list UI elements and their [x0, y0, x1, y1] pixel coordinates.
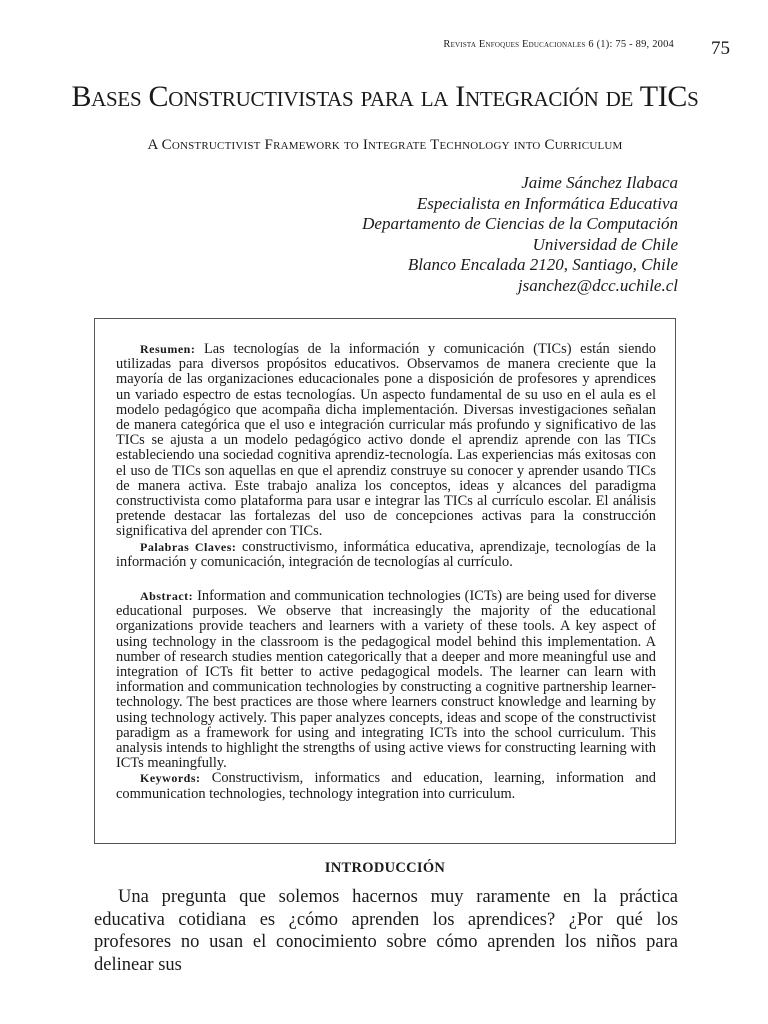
resumen-paragraph	[116, 342, 656, 540]
author-address: Blanco Encalada 2120, Santiago, Chile	[407, 255, 678, 274]
body-paragraph: Una pregunta que solemos hacernos muy raramente en la práctica educativa cotidiana es ¿cómo aprenden los aprendices? ¿Por qué los profesores no usan el conocimiento sobre cómo aprenden los niños para delinear sus	[94, 887, 678, 975]
article-subtitle: A Constructivist Framework to Integrate Technology into Curriculum	[147, 137, 623, 153]
abstract-paragraph	[116, 589, 656, 771]
abstract-content	[116, 342, 656, 802]
resumen-text: Las tecnologías de la información y comunicación (TICs) están siendo utilizadas para diversos propósitos educativos. Observamos de manera creciente que la mayoría de las organizaciones educacionales pone a disposición de profesores y aprendices un variado espectro de estas tecnologías. Un aspecto fundamental de su uso en el aula es el modelo pedagógico que acompaña dicha implementación. Diversas investigaciones señalan de manera categórica que el uso e integración curricular más profundo y significativo de las TICs se ajusta a un modelo pedagógico activo donde el aprendiz aprende con las TICs estableciendo una sociedad cognitiva aprendiz-tecnología. Las experiencias más exitosas con el uso de TICs son aquellas en que el aprendiz construye su conocer y aprender usando TICs de manera activa. Este trabajo analiza los conceptos, ideas y alcances del paradigma constructivista como plataforma para usar e integrar las TICs al currículo escolar. El análisis pretende destacar las fortalezas del uso de concepciones activas para la construcción significativa del aprender con TICs.	[116, 341, 656, 540]
abstract-label: Abstract:	[140, 589, 194, 604]
abstract-text: Information and communication technologies (ICTs) are being used for diverse educational purposes. We observe that increasingly the majority of the educational organizations provide teachers and learners with a variety of these tools. A key aspect of using technology in the classroom is the pedagogical model behind this implementation. A number of research studies mention categorically that a deeper and more meaningful use and integration of ICTs fit better to active pedagogical models. The learner can learn with information and communication technologies by constructing a cognitive partnership learner-technology. The best practices are those where learners construct knowledge and learning by using technology actively. This paper analyzes concepts, ideas and scope of the constructivist paradigm as a framework for using and integrating ICTs into the school curriculum. This analysis intends to highlight the strengths of using active views for constructing learning with ICTs meaningfully.	[116, 588, 656, 772]
author-department: Departamento de Ciencias de la Computación	[362, 214, 678, 233]
body-text	[94, 886, 678, 976]
keywords-paragraph	[116, 771, 656, 801]
article-title: Bases Constructivistas para la Integración de TICs	[71, 80, 699, 113]
author-email[interactable]: jsanchez@dcc.uchile.cl	[517, 275, 678, 295]
running-head: Revista Enfoques Educacionales 6 (1): 75 - 89, 2004	[443, 39, 674, 50]
author-block	[300, 173, 678, 296]
author-name: Jaime Sánchez Ilabaca	[521, 173, 678, 192]
palabras-claves-text: constructivismo, informática educativa, aprendizaje, tecnologías de la información y comunicación, integración de tecnologías al currículo.	[116, 538, 656, 570]
author-university: Universidad de Chile	[532, 234, 678, 254]
author-role: Especialista en Informática Educativa	[416, 193, 678, 213]
palabras-claves-paragraph	[116, 540, 656, 570]
section-heading: INTRODUCCIÓN	[324, 860, 446, 876]
page-number: 75	[711, 38, 730, 59]
keywords-label: Keywords:	[140, 771, 201, 786]
palabras-claves-label: Palabras Claves:	[140, 539, 237, 554]
keywords-text: Constructivism, informatics and education, learning, information and communication technologies, technology integration into curriculum.	[116, 770, 656, 802]
abstract-box	[94, 318, 676, 844]
resumen-label: Resumen:	[140, 342, 196, 356]
